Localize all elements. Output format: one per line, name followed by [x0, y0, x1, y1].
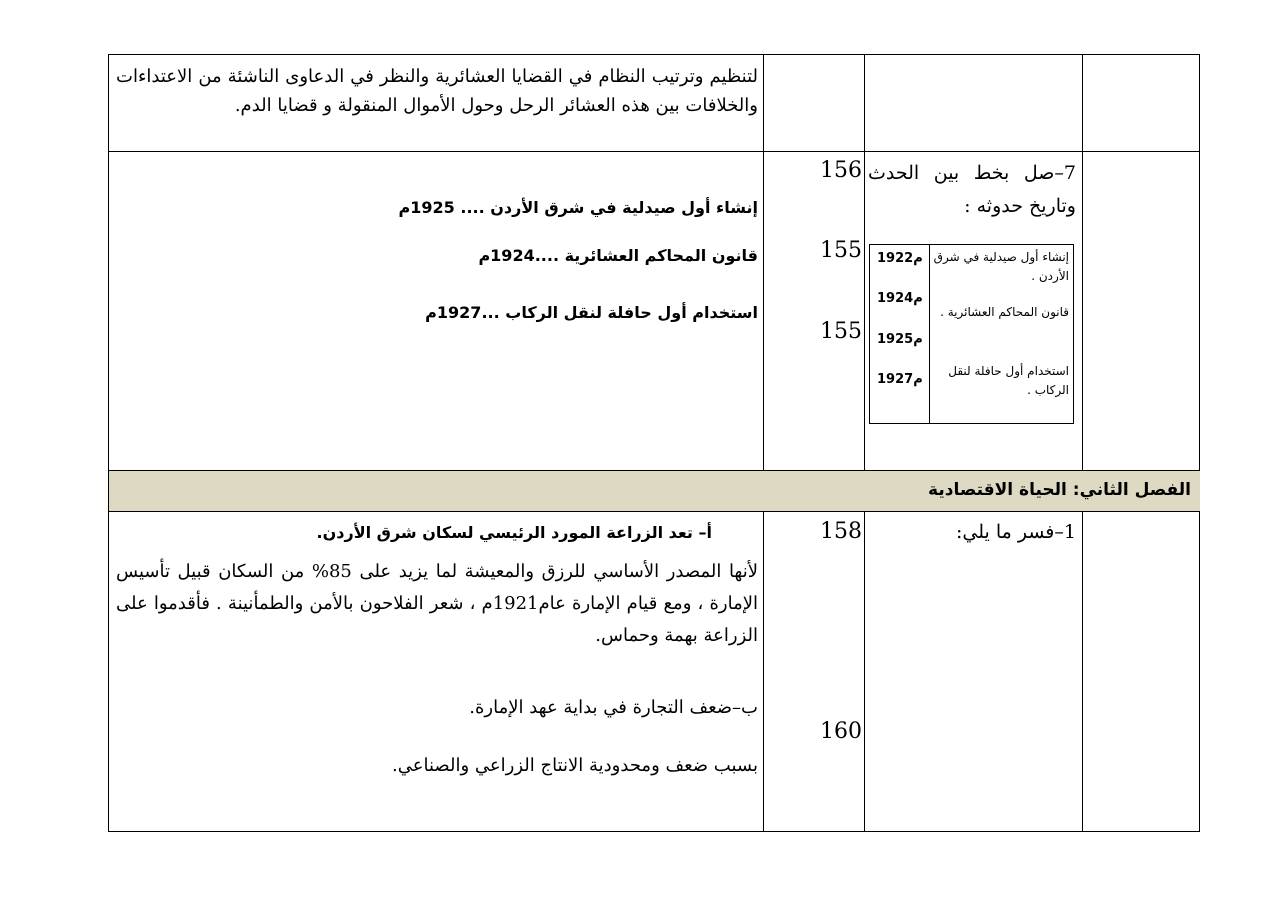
- question-text: 1–فسر ما يلي:: [956, 521, 1076, 543]
- column-divider: [1082, 54, 1083, 471]
- table-border-left: [108, 54, 109, 832]
- column-divider: [763, 511, 764, 832]
- answer-line: قانون المحاكم العشائرية ....1924م: [478, 246, 758, 265]
- row-divider: [108, 511, 1200, 512]
- match-event: قانون المحاكم العشائرية .: [940, 305, 1069, 319]
- page-number: 158: [820, 519, 862, 544]
- match-event: إنشاء أول صيدلية في شرق الأردن .: [933, 250, 1069, 283]
- page-number: 156: [820, 158, 862, 183]
- answer-line: استخدام أول حافلة لنقل الركاب ...1927م: [425, 303, 758, 322]
- page-number: 155: [820, 238, 862, 263]
- page-number: 155: [820, 319, 862, 344]
- answer-text: بسبب ضعف ومحدودية الانتاج الزراعي والصناعي.: [392, 755, 758, 776]
- table-border-right: [1199, 54, 1200, 832]
- question-text: 7–صل بخط بين الحدث وتاريخ حدوثه :: [868, 162, 1076, 217]
- section-title: الفصل الثاني: الحياة الاقتصادية: [928, 480, 1191, 500]
- column-divider: [864, 54, 865, 471]
- match-event: استخدام أول حافلة لنقل الركاب .: [948, 364, 1069, 397]
- column-divider: [864, 511, 865, 832]
- column-divider: [1082, 511, 1083, 832]
- column-divider: [763, 54, 764, 471]
- table-border-bottom: [108, 831, 1200, 832]
- match-year: 1924م: [877, 291, 923, 306]
- answer-heading: أ– تعد الزراعة المورد الرئيسي لسكان شرق الأردن.: [316, 523, 712, 542]
- matching-box-divider: [929, 244, 930, 424]
- answer-text: لتنظيم وترتيب النظام في القضايا العشائرية والنظر في الدعاوى الناشئة من الاعتداءات والخلافات بين هذه العشائر الرحل وحول الأموال المنقولة و قضايا الدم.: [116, 66, 758, 116]
- answer-text: لأنها المصدر الأساسي للرزق والمعيشة لما يزيد على 85% من السكان قبيل تأسيس الإمارة ، ومع قيام الإمارة عام1921م ، شعر الفلاحون بالأمن والطمأنينة . فأقدموا على الزراعة بهمة وحماس.: [116, 561, 758, 646]
- answer-heading: ب–ضعف التجارة في بداية عهد الإمارة.: [469, 697, 758, 718]
- row-divider: [108, 151, 1200, 152]
- match-year: 1925م: [877, 332, 923, 347]
- page-number: 160: [820, 719, 862, 744]
- match-year: 1927م: [877, 372, 923, 387]
- answer-line: إنشاء أول صيدلية في شرق الأردن .... 1925م: [398, 198, 758, 217]
- match-year: 1922م: [877, 251, 923, 266]
- table-border-top: [108, 54, 1200, 55]
